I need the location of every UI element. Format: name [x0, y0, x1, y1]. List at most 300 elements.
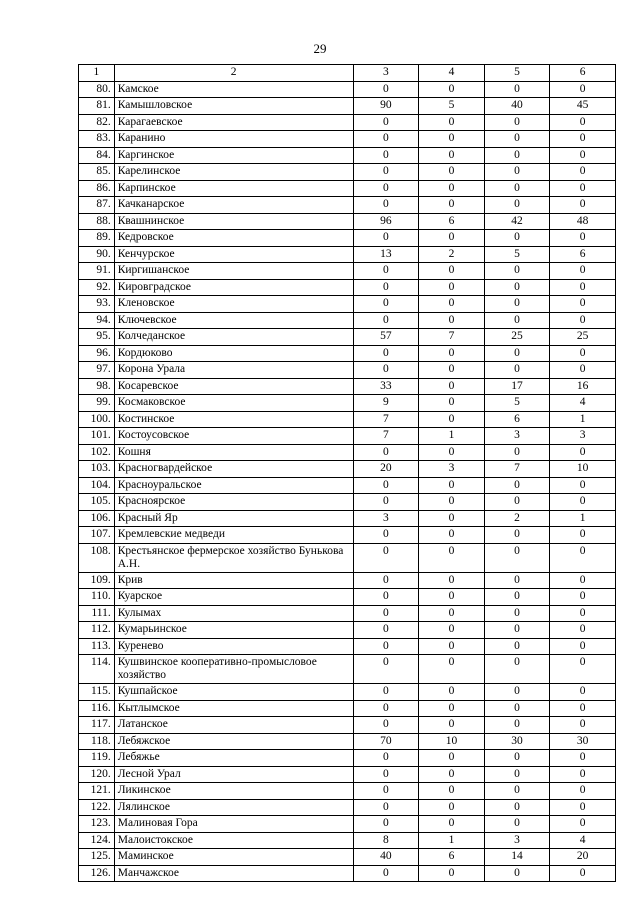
- row-value-col-5: 0: [484, 345, 550, 362]
- row-value-col-4: 0: [419, 638, 485, 655]
- row-value-col-4: 0: [419, 131, 485, 148]
- table-header-row: [79, 65, 616, 82]
- table-row: [79, 296, 616, 313]
- table-row: [79, 230, 616, 247]
- row-value-col-5: 0: [484, 799, 550, 816]
- table-row: [79, 700, 616, 717]
- table-row: [79, 362, 616, 379]
- row-value-col-3: 0: [353, 700, 419, 717]
- row-value-col-6: 0: [550, 131, 616, 148]
- row-value-col-3: 33: [353, 378, 419, 395]
- row-value-col-4: 0: [419, 230, 485, 247]
- row-value-col-4: 6: [419, 849, 485, 866]
- row-value-col-6: 0: [550, 638, 616, 655]
- row-value-col-6: 0: [550, 700, 616, 717]
- row-value-col-6: 6: [550, 246, 616, 263]
- table-row: [79, 527, 616, 544]
- row-value-col-4: 0: [419, 684, 485, 701]
- row-value-col-6: 0: [550, 494, 616, 511]
- table-row: [79, 605, 616, 622]
- row-value-col-4: 0: [419, 345, 485, 362]
- row-value-col-3: 0: [353, 362, 419, 379]
- row-value-col-6: 0: [550, 279, 616, 296]
- table-row: [79, 510, 616, 527]
- row-value-col-5: 0: [484, 114, 550, 131]
- row-value-col-5: 0: [484, 164, 550, 181]
- row-name: Малиновая Гора: [114, 816, 353, 833]
- row-value-col-4: 0: [419, 279, 485, 296]
- row-value-col-5: 3: [484, 832, 550, 849]
- row-value-col-4: 0: [419, 543, 485, 572]
- row-value-col-4: 0: [419, 572, 485, 589]
- header-col-2: 2: [114, 65, 353, 82]
- row-number: 102.: [79, 444, 115, 461]
- row-value-col-6: 25: [550, 329, 616, 346]
- table-row: [79, 345, 616, 362]
- row-value-col-3: 0: [353, 589, 419, 606]
- row-number: 93.: [79, 296, 115, 313]
- table-row: [79, 312, 616, 329]
- row-number: 113.: [79, 638, 115, 655]
- row-value-col-5: 0: [484, 655, 550, 684]
- row-value-col-4: 5: [419, 98, 485, 115]
- row-value-col-3: 0: [353, 783, 419, 800]
- row-number: 126.: [79, 865, 115, 882]
- row-name: Кушвинское кооперативно-промысловое хозяйство: [114, 655, 353, 684]
- row-value-col-5: 0: [484, 477, 550, 494]
- row-value-col-3: 57: [353, 329, 419, 346]
- row-value-col-3: 0: [353, 684, 419, 701]
- table-row: [79, 131, 616, 148]
- row-number: 100.: [79, 411, 115, 428]
- row-number: 90.: [79, 246, 115, 263]
- row-number: 80.: [79, 81, 115, 98]
- row-number: 125.: [79, 849, 115, 866]
- row-value-col-5: 0: [484, 589, 550, 606]
- row-value-col-5: 0: [484, 684, 550, 701]
- row-number: 121.: [79, 783, 115, 800]
- row-value-col-6: 0: [550, 605, 616, 622]
- row-value-col-4: 0: [419, 197, 485, 214]
- row-name: Кедровское: [114, 230, 353, 247]
- table-row: [79, 98, 616, 115]
- row-name: Качканарское: [114, 197, 353, 214]
- row-value-col-3: 0: [353, 477, 419, 494]
- row-value-col-6: 0: [550, 750, 616, 767]
- table-row: [79, 114, 616, 131]
- row-name: Красноярское: [114, 494, 353, 511]
- row-value-col-4: 0: [419, 411, 485, 428]
- row-value-col-3: 0: [353, 230, 419, 247]
- row-value-col-4: 0: [419, 81, 485, 98]
- header-col-1: 1: [79, 65, 115, 82]
- row-value-col-4: 0: [419, 700, 485, 717]
- row-value-col-6: 1: [550, 510, 616, 527]
- row-number: 112.: [79, 622, 115, 639]
- row-value-col-5: 5: [484, 395, 550, 412]
- row-value-col-4: 0: [419, 717, 485, 734]
- row-name: Кошня: [114, 444, 353, 461]
- table-body: [79, 65, 616, 882]
- row-value-col-5: 17: [484, 378, 550, 395]
- row-value-col-3: 0: [353, 131, 419, 148]
- row-name: Кордюково: [114, 345, 353, 362]
- row-value-col-4: 1: [419, 832, 485, 849]
- header-col-3: 3: [353, 65, 419, 82]
- row-number: 101.: [79, 428, 115, 445]
- row-value-col-6: 0: [550, 589, 616, 606]
- row-value-col-6: 0: [550, 766, 616, 783]
- row-value-col-6: 0: [550, 362, 616, 379]
- row-value-col-6: 0: [550, 147, 616, 164]
- row-number: 92.: [79, 279, 115, 296]
- row-value-col-6: 0: [550, 114, 616, 131]
- table-row: [79, 849, 616, 866]
- table-row: [79, 246, 616, 263]
- row-value-col-6: 0: [550, 783, 616, 800]
- table-row: [79, 329, 616, 346]
- row-number: 82.: [79, 114, 115, 131]
- row-number: 84.: [79, 147, 115, 164]
- row-value-col-3: 0: [353, 263, 419, 280]
- row-value-col-4: 0: [419, 494, 485, 511]
- row-value-col-3: 9: [353, 395, 419, 412]
- row-value-col-4: 0: [419, 510, 485, 527]
- row-value-col-6: 4: [550, 395, 616, 412]
- row-name: Лесной Урал: [114, 766, 353, 783]
- row-number: 123.: [79, 816, 115, 833]
- row-name: Крив: [114, 572, 353, 589]
- row-number: 115.: [79, 684, 115, 701]
- row-number: 94.: [79, 312, 115, 329]
- table-row: [79, 213, 616, 230]
- row-value-col-5: 0: [484, 816, 550, 833]
- row-value-col-6: 0: [550, 865, 616, 882]
- row-value-col-6: 10: [550, 461, 616, 478]
- row-value-col-6: 3: [550, 428, 616, 445]
- row-value-col-5: 0: [484, 81, 550, 98]
- row-value-col-6: 4: [550, 832, 616, 849]
- row-value-col-5: 0: [484, 638, 550, 655]
- table-row: [79, 638, 616, 655]
- row-name: Карелинское: [114, 164, 353, 181]
- row-value-col-5: 14: [484, 849, 550, 866]
- row-name: Кумарьинское: [114, 622, 353, 639]
- header-col-4: 4: [419, 65, 485, 82]
- row-number: 87.: [79, 197, 115, 214]
- row-value-col-5: 0: [484, 717, 550, 734]
- row-number: 106.: [79, 510, 115, 527]
- row-name: Красноуральское: [114, 477, 353, 494]
- row-name: Манчажское: [114, 865, 353, 882]
- row-number: 85.: [79, 164, 115, 181]
- row-value-col-6: 0: [550, 684, 616, 701]
- row-value-col-4: 0: [419, 589, 485, 606]
- row-name: Куренево: [114, 638, 353, 655]
- row-name: Кенчурское: [114, 246, 353, 263]
- table-row: [79, 477, 616, 494]
- row-value-col-5: 6: [484, 411, 550, 428]
- row-value-col-4: 0: [419, 799, 485, 816]
- row-name: Карагаевское: [114, 114, 353, 131]
- row-number: 99.: [79, 395, 115, 412]
- row-value-col-3: 7: [353, 428, 419, 445]
- row-value-col-6: 0: [550, 164, 616, 181]
- row-value-col-5: 0: [484, 263, 550, 280]
- table-row: [79, 750, 616, 767]
- row-name: Костинское: [114, 411, 353, 428]
- row-value-col-4: 0: [419, 816, 485, 833]
- header-col-5: 5: [484, 65, 550, 82]
- row-value-col-6: 0: [550, 230, 616, 247]
- row-name: Кленовское: [114, 296, 353, 313]
- row-value-col-6: 0: [550, 296, 616, 313]
- row-name: Костоусовское: [114, 428, 353, 445]
- row-name: Камышловское: [114, 98, 353, 115]
- row-value-col-3: 0: [353, 494, 419, 511]
- row-value-col-4: 1: [419, 428, 485, 445]
- row-value-col-4: 0: [419, 180, 485, 197]
- row-number: 114.: [79, 655, 115, 684]
- row-value-col-6: 30: [550, 733, 616, 750]
- row-value-col-3: 70: [353, 733, 419, 750]
- row-value-col-5: 0: [484, 312, 550, 329]
- row-value-col-6: 0: [550, 444, 616, 461]
- table-row: [79, 444, 616, 461]
- row-value-col-5: 0: [484, 605, 550, 622]
- row-name: Латанское: [114, 717, 353, 734]
- row-value-col-4: 0: [419, 378, 485, 395]
- row-value-col-3: 0: [353, 164, 419, 181]
- table-row: [79, 717, 616, 734]
- row-value-col-6: 0: [550, 263, 616, 280]
- row-value-col-5: 0: [484, 622, 550, 639]
- row-name: Космаковское: [114, 395, 353, 412]
- table-row: [79, 263, 616, 280]
- row-number: 88.: [79, 213, 115, 230]
- row-value-col-4: 0: [419, 312, 485, 329]
- table-row: [79, 180, 616, 197]
- table-row: [79, 411, 616, 428]
- row-value-col-5: 0: [484, 494, 550, 511]
- row-name: Каранино: [114, 131, 353, 148]
- row-value-col-6: 0: [550, 312, 616, 329]
- row-name: Куарское: [114, 589, 353, 606]
- page-number: 29: [313, 41, 327, 56]
- table-row: [79, 799, 616, 816]
- row-name: Лялинское: [114, 799, 353, 816]
- row-value-col-5: 0: [484, 766, 550, 783]
- row-value-col-6: 48: [550, 213, 616, 230]
- row-value-col-5: 30: [484, 733, 550, 750]
- row-name: Кытлымское: [114, 700, 353, 717]
- row-name: Камское: [114, 81, 353, 98]
- row-value-col-3: 0: [353, 444, 419, 461]
- row-number: 91.: [79, 263, 115, 280]
- row-value-col-5: 0: [484, 527, 550, 544]
- row-value-col-4: 0: [419, 395, 485, 412]
- row-name: Маминское: [114, 849, 353, 866]
- row-value-col-3: 0: [353, 622, 419, 639]
- row-value-col-5: 0: [484, 700, 550, 717]
- row-value-col-4: 3: [419, 461, 485, 478]
- row-value-col-5: 5: [484, 246, 550, 263]
- row-value-col-3: 0: [353, 638, 419, 655]
- row-value-col-5: 3: [484, 428, 550, 445]
- row-value-col-6: 0: [550, 622, 616, 639]
- row-name: Корона Урала: [114, 362, 353, 379]
- table-row: [79, 832, 616, 849]
- row-value-col-6: 0: [550, 345, 616, 362]
- row-name: Каргинское: [114, 147, 353, 164]
- table-row: [79, 865, 616, 882]
- row-value-col-3: 0: [353, 81, 419, 98]
- row-number: 109.: [79, 572, 115, 589]
- row-value-col-5: 0: [484, 572, 550, 589]
- row-value-col-4: 0: [419, 164, 485, 181]
- table-row: [79, 378, 616, 395]
- row-number: 116.: [79, 700, 115, 717]
- row-value-col-3: 0: [353, 717, 419, 734]
- row-number: 98.: [79, 378, 115, 395]
- table-row: [79, 395, 616, 412]
- row-number: 111.: [79, 605, 115, 622]
- row-value-col-3: 0: [353, 197, 419, 214]
- row-name: Ключевское: [114, 312, 353, 329]
- row-number: 120.: [79, 766, 115, 783]
- row-value-col-4: 0: [419, 296, 485, 313]
- row-value-col-3: 0: [353, 605, 419, 622]
- row-number: 122.: [79, 799, 115, 816]
- row-value-col-3: 0: [353, 147, 419, 164]
- row-name: Квашнинское: [114, 213, 353, 230]
- row-value-col-4: 10: [419, 733, 485, 750]
- table-row: [79, 783, 616, 800]
- row-value-col-3: 0: [353, 766, 419, 783]
- row-value-col-4: 2: [419, 246, 485, 263]
- row-value-col-3: 0: [353, 114, 419, 131]
- table-row: [79, 164, 616, 181]
- row-name: Крестьянское фермерское хозяйство Бунькова А.Н.: [114, 543, 353, 572]
- row-name: Косаревское: [114, 378, 353, 395]
- row-number: 110.: [79, 589, 115, 606]
- row-name: Малоистокское: [114, 832, 353, 849]
- row-number: 118.: [79, 733, 115, 750]
- row-value-col-3: 0: [353, 345, 419, 362]
- table-row: [79, 428, 616, 445]
- row-value-col-4: 0: [419, 114, 485, 131]
- row-value-col-5: 7: [484, 461, 550, 478]
- row-number: 104.: [79, 477, 115, 494]
- row-value-col-5: 0: [484, 197, 550, 214]
- row-value-col-5: 0: [484, 279, 550, 296]
- row-value-col-6: 0: [550, 197, 616, 214]
- row-value-col-6: 0: [550, 180, 616, 197]
- table-row: [79, 816, 616, 833]
- table-row: [79, 81, 616, 98]
- row-value-col-6: 0: [550, 816, 616, 833]
- row-number: 81.: [79, 98, 115, 115]
- row-number: 95.: [79, 329, 115, 346]
- hunting-grounds-table: [78, 64, 616, 882]
- row-value-col-5: 0: [484, 230, 550, 247]
- table-row: [79, 147, 616, 164]
- table-row: [79, 197, 616, 214]
- row-value-col-6: 0: [550, 799, 616, 816]
- row-value-col-3: 0: [353, 816, 419, 833]
- row-value-col-6: 0: [550, 543, 616, 572]
- row-value-col-5: 0: [484, 783, 550, 800]
- row-value-col-4: 0: [419, 622, 485, 639]
- row-value-col-3: 0: [353, 180, 419, 197]
- row-value-col-3: 0: [353, 865, 419, 882]
- row-value-col-6: 0: [550, 477, 616, 494]
- row-name: Лебяжское: [114, 733, 353, 750]
- row-value-col-4: 0: [419, 477, 485, 494]
- row-name: Киргишанское: [114, 263, 353, 280]
- row-value-col-5: 0: [484, 750, 550, 767]
- row-value-col-6: 16: [550, 378, 616, 395]
- row-value-col-5: 0: [484, 131, 550, 148]
- row-number: 119.: [79, 750, 115, 767]
- table-row: [79, 589, 616, 606]
- row-name: Карпинское: [114, 180, 353, 197]
- row-value-col-6: 0: [550, 717, 616, 734]
- row-name: Кировградское: [114, 279, 353, 296]
- row-number: 89.: [79, 230, 115, 247]
- row-value-col-3: 96: [353, 213, 419, 230]
- row-value-col-4: 0: [419, 750, 485, 767]
- row-value-col-4: 0: [419, 362, 485, 379]
- row-value-col-3: 0: [353, 799, 419, 816]
- row-value-col-5: 25: [484, 329, 550, 346]
- table-row: [79, 279, 616, 296]
- row-number: 103.: [79, 461, 115, 478]
- row-value-col-3: 8: [353, 832, 419, 849]
- row-value-col-6: 0: [550, 572, 616, 589]
- row-number: 86.: [79, 180, 115, 197]
- row-value-col-4: 0: [419, 766, 485, 783]
- table-row: [79, 766, 616, 783]
- row-number: 124.: [79, 832, 115, 849]
- row-value-col-6: 45: [550, 98, 616, 115]
- row-value-col-3: 0: [353, 527, 419, 544]
- row-value-col-3: 13: [353, 246, 419, 263]
- row-value-col-6: 1: [550, 411, 616, 428]
- row-value-col-6: 20: [550, 849, 616, 866]
- row-value-col-5: 0: [484, 865, 550, 882]
- row-value-col-3: 0: [353, 312, 419, 329]
- row-value-col-3: 40: [353, 849, 419, 866]
- table-row: [79, 543, 616, 572]
- row-value-col-4: 0: [419, 263, 485, 280]
- row-value-col-6: 0: [550, 81, 616, 98]
- row-name: Кулымах: [114, 605, 353, 622]
- row-value-col-3: 20: [353, 461, 419, 478]
- row-value-col-3: 0: [353, 543, 419, 572]
- row-value-col-6: 0: [550, 655, 616, 684]
- row-value-col-3: 90: [353, 98, 419, 115]
- table-row: [79, 655, 616, 684]
- row-number: 83.: [79, 131, 115, 148]
- table-row: [79, 494, 616, 511]
- row-number: 107.: [79, 527, 115, 544]
- row-value-col-5: 0: [484, 147, 550, 164]
- row-value-col-5: 2: [484, 510, 550, 527]
- table-row: [79, 622, 616, 639]
- row-value-col-5: 0: [484, 180, 550, 197]
- row-value-col-5: 42: [484, 213, 550, 230]
